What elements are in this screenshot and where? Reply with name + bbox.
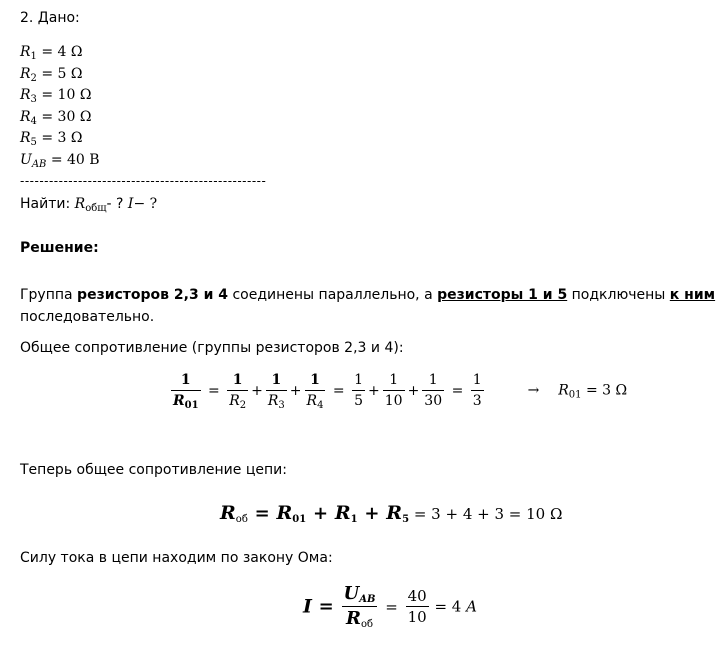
find-r-var: R bbox=[74, 196, 86, 212]
find-end: − ? bbox=[133, 196, 158, 212]
fraction: $\frac{1}{5}$ bbox=[354, 372, 363, 409]
given-sub: 4 bbox=[30, 115, 37, 127]
given-sub: 3 bbox=[30, 94, 37, 105]
find-r-sub: общ bbox=[85, 203, 107, 214]
text-run-bold-underline: резисторы 1 и 5 bbox=[437, 287, 568, 303]
given-sub: 1 bbox=[30, 51, 37, 62]
text-run: последовательно. bbox=[20, 309, 155, 325]
text-run: подключены bbox=[567, 287, 670, 303]
given-value: = 4 Ω bbox=[36, 44, 83, 60]
fraction: $\frac{1}{10}$ bbox=[384, 372, 403, 409]
given-var: U bbox=[20, 151, 32, 168]
problem-heading: 2. Дано: bbox=[20, 10, 80, 26]
fraction: $\frac{1}{R_2}$ bbox=[229, 372, 247, 411]
fraction: $\frac{U_{AB}}{R_{об}}$ bbox=[343, 583, 376, 630]
fraction: $\frac{1}{R_3}$ bbox=[267, 372, 285, 411]
given-item bbox=[20, 64, 100, 86]
result-sub: 01 bbox=[568, 389, 582, 401]
given-var: R bbox=[20, 44, 31, 60]
given-var: R bbox=[20, 108, 31, 125]
fraction: $\frac{1}{R_{01}}$ bbox=[173, 372, 199, 411]
given-item bbox=[20, 128, 100, 150]
fraction: $\frac{1}{3}$ bbox=[472, 372, 482, 409]
arrow-icon: → bbox=[527, 382, 540, 399]
given-item bbox=[20, 107, 100, 129]
separator: --------------------------------------------------- bbox=[20, 174, 267, 188]
fraction: $\frac{1}{30}$ bbox=[424, 372, 443, 409]
find-line bbox=[20, 196, 157, 212]
text-run-bold-underline: к ним bbox=[669, 287, 716, 303]
find-label: Найти: bbox=[20, 196, 75, 212]
current-equation: I = $\frac{U_{AB}}{R_{об}}$ = $\frac{40}{10}$ = 4 A bbox=[303, 583, 477, 630]
ohms-law-label: Силу тока в цепи находим по закону Ома: bbox=[20, 550, 333, 566]
given-item bbox=[20, 42, 100, 64]
given-var: R bbox=[20, 65, 31, 82]
given-value: = 3 Ω bbox=[36, 130, 83, 146]
total-resistance-label: Теперь общее сопротивление цепи: bbox=[20, 462, 287, 478]
given-value: = 40 В bbox=[46, 151, 100, 168]
given-var: R bbox=[20, 87, 31, 103]
parallel-resistance-equation: $\frac{1}{R_{01}}$ = $\frac{1}{R_2}$ + $\frac{1}{R_3}$ + $\frac{1}{R_4}$ = $\frac{1}{5}$ + $\frac{1}{10}$ + $\frac{1}{30}$ = $\frac{1}{3}$ → $R_{01} = 3$ Ω bbox=[173, 372, 628, 411]
given-sub: 5 bbox=[30, 137, 37, 148]
given-value: = 5 Ω bbox=[36, 65, 83, 82]
result-var: R bbox=[558, 382, 569, 399]
given-item bbox=[20, 85, 100, 107]
text-run: соединены параллельно, а bbox=[228, 287, 438, 303]
result-value: = 3 Ω bbox=[581, 382, 628, 399]
total-resistance-equation: $R_{об} = R_{01} + R_1 + R_5 = 3 + 4 + 3 = 10$ Ω bbox=[220, 502, 563, 525]
fraction: $\frac{40}{10}$ bbox=[407, 587, 427, 626]
given-sub: AB bbox=[31, 158, 47, 170]
given-list bbox=[20, 42, 100, 171]
fraction: $\frac{1}{R_4}$ bbox=[306, 372, 324, 411]
text-run-bold: резисторов 2,3 и 4 bbox=[77, 287, 229, 303]
find-i-var: I bbox=[127, 196, 134, 212]
explanation-paragraph bbox=[20, 284, 715, 328]
solution-heading: Решение: bbox=[20, 240, 99, 256]
given-value: = 10 Ω bbox=[36, 87, 92, 103]
given-item bbox=[20, 150, 100, 172]
given-sub: 2 bbox=[30, 72, 37, 84]
given-value: = 30 Ω bbox=[36, 108, 92, 125]
parallel-resistance-label: Общее сопротивление (группы резисторов 2,3 и 4): bbox=[20, 340, 404, 356]
find-mid: - ? bbox=[106, 196, 128, 212]
given-var: R bbox=[20, 130, 31, 146]
text-run: Группа bbox=[20, 287, 78, 303]
